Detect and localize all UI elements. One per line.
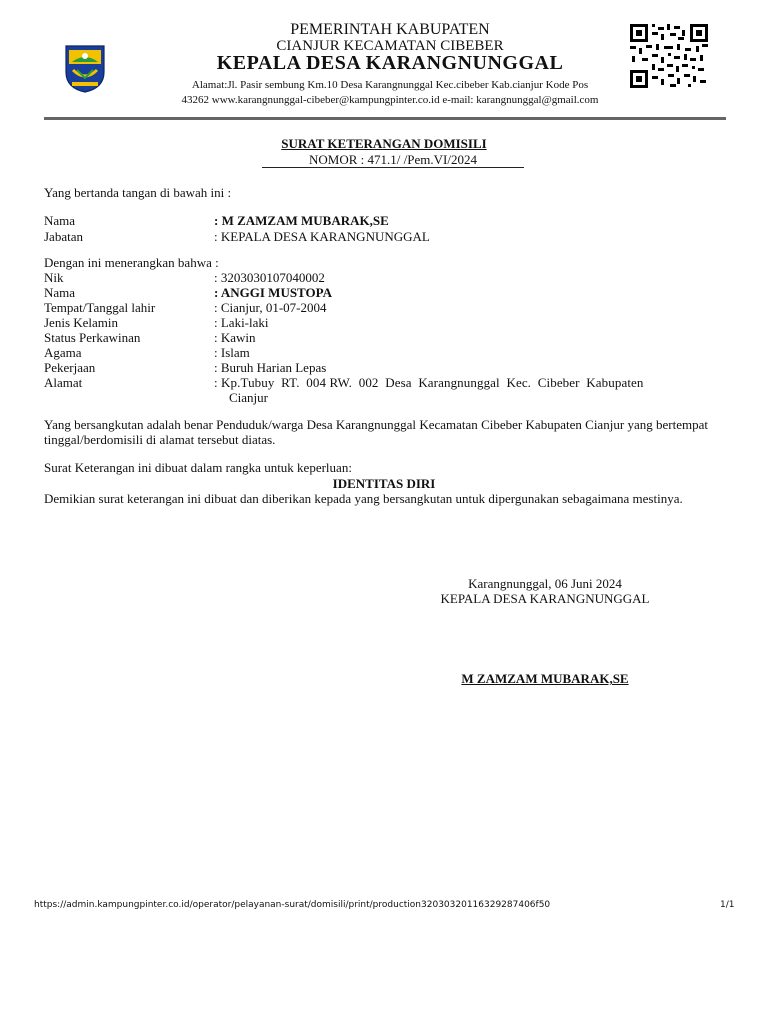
header-government: PEMERINTAH KABUPATEN — [290, 21, 490, 38]
signature-name: M ZAMZAM MUBARAK,SE — [461, 671, 629, 686]
regency-crest-icon — [64, 42, 106, 94]
purpose-value: IDENTITAS DIRI — [332, 476, 436, 491]
header-divider — [44, 117, 726, 120]
person-name-label: Nama — [44, 285, 76, 300]
signature-title: KEPALA DESA KARANGNUNGGAL — [440, 591, 650, 606]
document-title — [0, 136, 768, 152]
intro-text: Yang bertanda tangan di bawah ini : — [44, 185, 232, 200]
address-value-cont: Cianjur — [229, 390, 268, 405]
marital-label: Status Perkawinan — [44, 330, 141, 345]
signer-position-value: : KEPALA DESA KARANGNUNGGAL — [214, 229, 430, 244]
document-number: NOMOR : 471.1/ /Pem.VI/2024 — [262, 152, 524, 168]
religion-value: : Islam — [214, 345, 250, 360]
print-url: https://admin.kampungpinter.co.id/operator/pelayanan-surat/domisili/print/production32030320116329287406f50 — [34, 900, 551, 910]
gender-value: : Laki-laki — [214, 315, 269, 330]
person-name-value: : ANGGI MUSTOPA — [214, 285, 332, 300]
header-district: CIANJUR KECAMATAN CIBEBER — [276, 38, 504, 54]
header-office: KEPALA DESA KARANGNUNGGAL — [216, 52, 564, 74]
signer-name-label: Nama — [44, 213, 76, 228]
declare-text: Dengan ini menerangkan bahwa : — [44, 255, 219, 270]
statement-paragraph: Yang bersangkutan adalah benar Penduduk/warga Desa Karangnunggal Kecamatan Cibeber Kabupaten Cianjur yang bertempat tinggal/berdomisili di alamat tersebut diatas. — [44, 417, 708, 447]
birth-label: Tempat/Tanggal lahir — [44, 300, 156, 315]
birth-value: : Cianjur, 01-07-2004 — [214, 300, 327, 315]
occupation-value: : Buruh Harian Lepas — [214, 360, 327, 375]
qr-code-icon — [630, 24, 708, 88]
address-line-1: Alamat:Jl. Pasir sembung Km.10 Desa Karangnunggal Kec.cibeber Kab.cianjur Kode Pos — [191, 79, 589, 91]
address-label: Alamat — [44, 375, 83, 390]
place-date: Karangnunggal, 06 Juni 2024 — [468, 576, 622, 591]
header-address — [140, 78, 640, 108]
gender-label: Jenis Kelamin — [44, 315, 119, 330]
document-title-text: SURAT KETERANGAN DOMISILI — [281, 136, 487, 151]
marital-value: : Kawin — [214, 330, 256, 345]
address-line-2: 43262 www.karangnunggal-cibeber@kampungpinter.co.id e-mail: karangnunggal@gmail.com — [181, 94, 599, 106]
occupation-label: Pekerjaan — [44, 360, 96, 375]
nik-label: Nik — [44, 270, 64, 285]
closing-paragraph: Demikian surat keterangan ini dibuat dan diberikan kepada yang bersangkutan untuk dipergunakan sebagaimana mestinya. — [44, 491, 683, 506]
purpose-intro: Surat Keterangan ini dibuat dalam rangka untuk keperluan: — [44, 460, 352, 475]
nik-value: : 3203030107040002 — [214, 270, 325, 285]
page-number: 1/1 — [720, 900, 735, 910]
religion-label: Agama — [44, 345, 82, 360]
signer-name-value: : M ZAMZAM MUBARAK,SE — [214, 213, 389, 228]
signer-position-label: Jabatan — [44, 229, 83, 244]
address-value: : Kp.Tubuy RT. 004 RW. 002 Desa Karangnunggal Kec. Cibeber Kabupaten — [214, 375, 644, 390]
